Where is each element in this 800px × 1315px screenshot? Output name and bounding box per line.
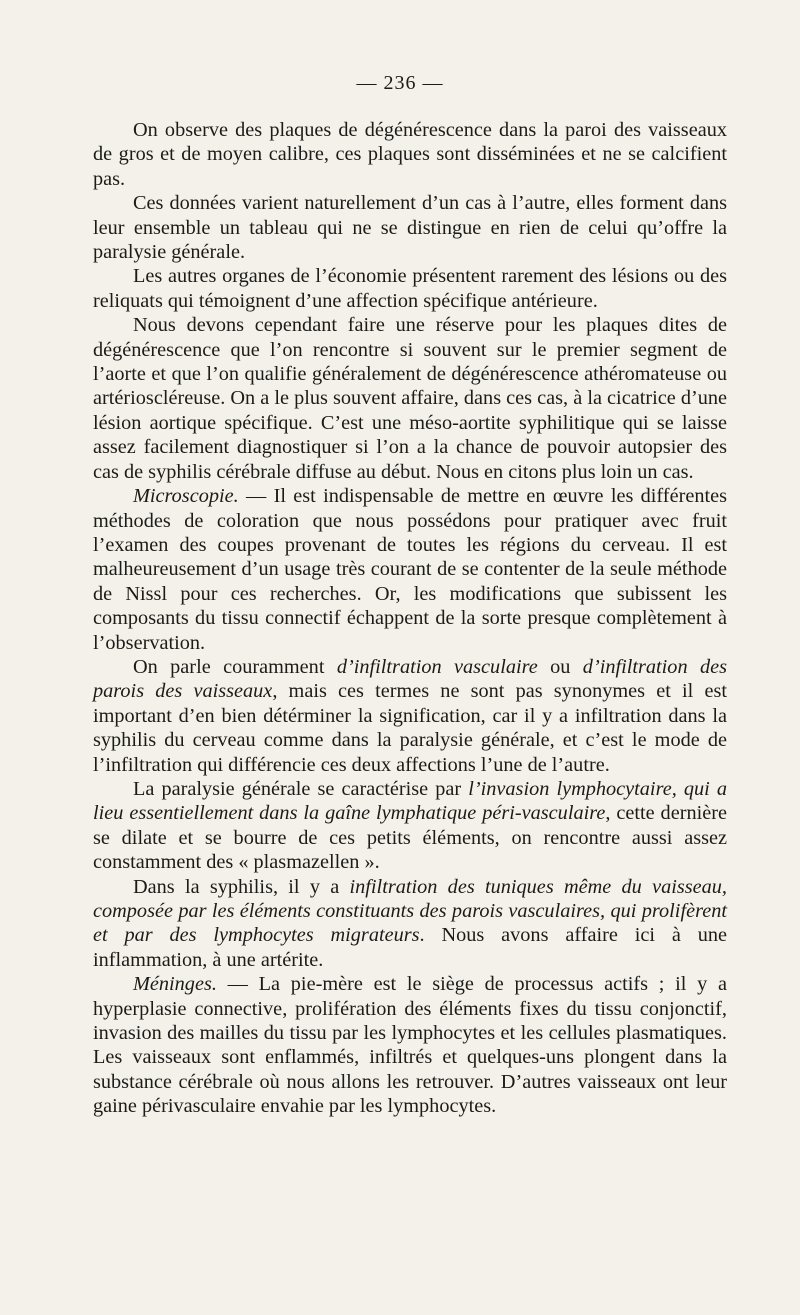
- text-run: La paralysie générale se caractérise par: [133, 777, 469, 800]
- italic-text: d’infiltration des parois des vaisseaux: [93, 655, 728, 703]
- italic-text: d’infiltration vasculaire: [336, 655, 538, 678]
- text-run: — La pie-mère est le siège de processus actifs ; il y a hyperplasie connective, prolifération des éléments fixes du tissu conjonctif, invasion des mailles du tissu par les lymphocytes et les cellules plasmatiques. Les vaisseaux sont enflammés, infiltrés et quelques-uns plongent dans la substance cérébrale où nous allons les retrouver. D’autres vaisseaux ont leur gaine périvasculaire envahie par les lymphocytes.: [93, 973, 727, 1118]
- paragraph: [93, 972, 727, 1118]
- text-run: Ces données varient naturellement d’un cas à l’autre, elles forment dans leur ensemble un tableau qui ne se distingue en rien de celui qu’offre la paralysie générale.: [93, 192, 727, 264]
- text-run: Nous devons cependant faire une réserve pour les plaques dites de dégénérescence que l’on rencontre si souvent sur le premier segment de l’aorte et que l’on qualifie généralement de dégénérescence athéromateuse ou artérioscléreuse. On a le plus souvent affaire, dans ces cas, à la cicatrice d’une lésion aortique spécifique. C’est une méso-aortite syphilitique qui se laisse assez facilement diagnostiquer si l’on a la chance de pouvoir autopsier des cas de syphilis cérébrale diffuse au début. Nous en citons plus loin un cas.: [93, 314, 727, 483]
- italic-text: infiltration des tuniques même du vaisseau, composée par les éléments constituants des parois vasculaires, qui prolifèrent et par des lymphocytes migrateurs: [93, 875, 727, 947]
- body-text: [93, 118, 727, 1119]
- text-run: , cette dernière se dilate et se bourre de ces petits éléments, on rencontre aussi assez constamment des « plasmazellen ».: [93, 802, 727, 874]
- paragraph: [93, 484, 727, 655]
- text-run: — Il est indispensable de mettre en œuvre les différentes méthodes de coloration que nous possédons pour pratiquer avec fruit l’examen des coupes provenant de toutes les régions du cerveau. Il est malheureusement d’un usage très courant de se contenter de la seule méthode de Nissl pour ces recherches. Or, les modifications que subissent les composants du tissu connectif échappent de la sorte presque complètement à l’observation.: [93, 485, 727, 654]
- text-run: , mais ces termes ne sont pas synonymes et il est important d’en bien détérminer la signification, car il y a infiltration dans la syphilis du cerveau comme dans la paralysie générale, et c’est le mode de l’infiltration qui différencie ces deux affections l’une de l’autre.: [93, 680, 727, 776]
- text-run: On observe des plaques de dégénérescence dans la paroi des vaisseaux de gros et de moyen calibre, ces plaques sont disséminées et ne se calcifient pas.: [93, 119, 727, 190]
- text-run: Dans la syphilis, il y a: [133, 875, 350, 898]
- paragraph: [93, 655, 727, 777]
- italic-text: Méninges.: [133, 973, 217, 996]
- page-number: — 236 —: [356, 72, 444, 94]
- paragraph: [93, 875, 727, 973]
- italic-text: Microscopie.: [133, 485, 239, 508]
- paragraph: [93, 313, 727, 484]
- paragraph: [93, 191, 727, 264]
- text-run: ou: [537, 655, 583, 678]
- text-run: On parle couramment: [133, 655, 337, 678]
- paragraph: [93, 777, 727, 875]
- paragraph: [93, 118, 727, 191]
- text-run: Les autres organes de l’économie présentent rarement des lésions ou des reliquats qui témoignent d’une affection spécifique antérieure.: [93, 265, 727, 312]
- italic-text: l’invasion lymphocytaire, qui a lieu essentiellement dans la gaîne lymphatique péri-vasculaire: [93, 777, 727, 825]
- text-run: . Nous avons affaire ici à une inflammation, à une artérite.: [93, 924, 727, 971]
- paragraph: [93, 264, 727, 313]
